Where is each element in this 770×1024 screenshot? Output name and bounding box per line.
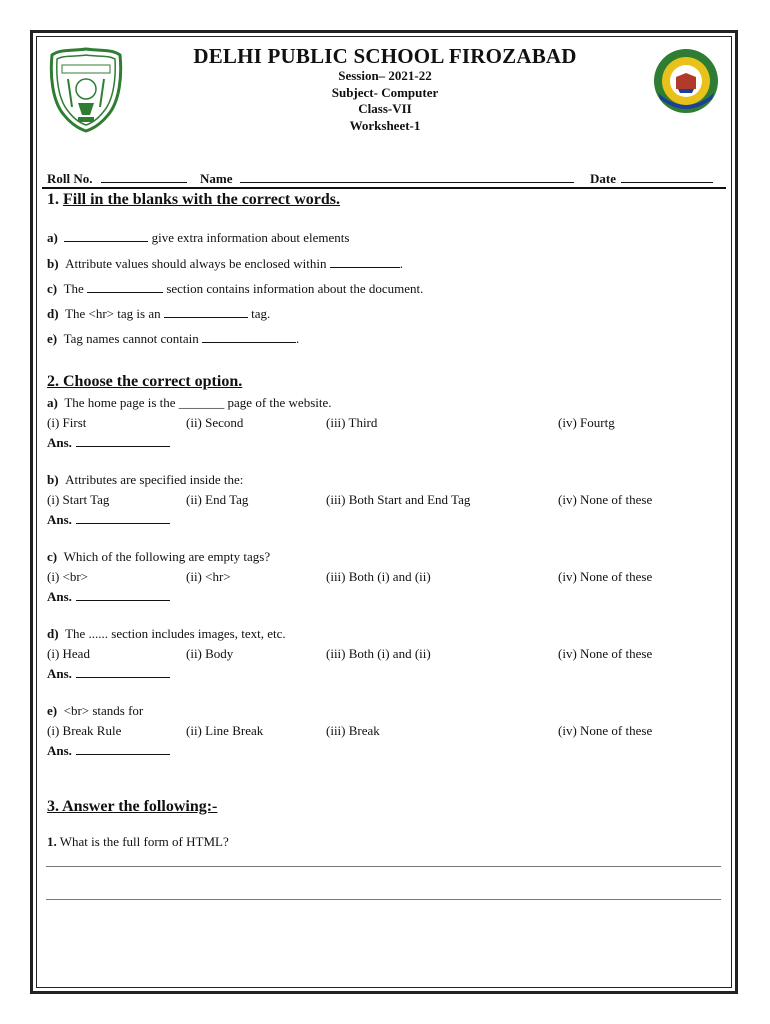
mcq-a-answer[interactable]: Ans. bbox=[47, 435, 170, 451]
mcq-e-option-4[interactable]: (iv) None of these bbox=[558, 723, 653, 738]
blank-e[interactable] bbox=[202, 332, 296, 343]
mcq-e-answer[interactable]: Ans. bbox=[47, 743, 170, 759]
mcq-e-option-1[interactable]: (i) Break Rule bbox=[47, 723, 122, 738]
blank-b[interactable] bbox=[330, 257, 400, 268]
blank-c[interactable] bbox=[87, 282, 163, 293]
mcq-c-option-1[interactable]: (i) <br> bbox=[47, 569, 89, 584]
mcq-d-option-4[interactable]: (iv) None of these bbox=[558, 646, 653, 661]
header-divider bbox=[42, 187, 726, 189]
mcq-c-answer[interactable]: Ans. bbox=[47, 589, 170, 605]
school-crest-logo bbox=[48, 45, 124, 133]
mcq-b-answer[interactable]: Ans. bbox=[47, 512, 170, 528]
subject-line: Subject- Computer bbox=[331, 85, 439, 100]
blank-d[interactable] bbox=[164, 307, 248, 318]
fill-blank-d: d) The <hr> tag is an tag. bbox=[47, 306, 271, 321]
answer-line-2[interactable] bbox=[46, 899, 721, 900]
answer-line-1[interactable] bbox=[46, 866, 721, 867]
mcq-a-question: a) The home page is the _______ page of the website. bbox=[47, 395, 332, 410]
date-label: Date bbox=[590, 171, 616, 186]
session-line: Session– 2021-22 bbox=[338, 68, 432, 83]
mcq-e-question: e) <br> stands for bbox=[47, 703, 144, 718]
worksheet-line: Worksheet-1 bbox=[349, 118, 421, 133]
mcq-e-option-3[interactable]: (iii) Break bbox=[326, 723, 380, 738]
mcq-a-option-4[interactable]: (iv) Fourtg bbox=[558, 415, 615, 430]
mcq-b-option-2[interactable]: (ii) End Tag bbox=[186, 492, 249, 507]
roll-no-field[interactable] bbox=[101, 182, 187, 183]
section1-heading: 1. Fill in the blanks with the correct words. bbox=[47, 191, 341, 208]
date-field[interactable] bbox=[621, 182, 713, 183]
name-label: Name bbox=[200, 171, 233, 186]
mcq-a-option-2[interactable]: (ii) Second bbox=[186, 415, 244, 430]
mcq-a-option-3[interactable]: (iii) Third bbox=[326, 415, 378, 430]
mcq-b-option-4[interactable]: (iv) None of these bbox=[558, 492, 653, 507]
name-field[interactable] bbox=[240, 182, 574, 183]
mcq-c-question: c) Which of the following are empty tags? bbox=[47, 549, 271, 564]
section3-heading: 3. Answer the following:- bbox=[47, 798, 218, 815]
mcq-c-option-3[interactable]: (iii) Both (i) and (ii) bbox=[326, 569, 431, 584]
mcq-c-option-4[interactable]: (iv) None of these bbox=[558, 569, 653, 584]
mcq-d-option-3[interactable]: (iii) Both (i) and (ii) bbox=[326, 646, 431, 661]
fill-blank-b: b) Attribute values should always be enclosed within . bbox=[47, 256, 403, 271]
mcq-a-option-1[interactable]: (i) First bbox=[47, 415, 87, 430]
fill-blank-a: a) give extra information about elements bbox=[47, 230, 350, 245]
roll-no-label: Roll No. bbox=[47, 171, 93, 186]
blank-a[interactable] bbox=[64, 231, 148, 242]
mcq-d-answer[interactable]: Ans. bbox=[47, 666, 170, 682]
mcq-c-option-2[interactable]: (ii) <hr> bbox=[186, 569, 231, 584]
mcq-b-question: b) Attributes are specified inside the: bbox=[47, 472, 244, 487]
school-name: DELHI PUBLIC SCHOOL FIROZABAD bbox=[193, 44, 577, 68]
school-seal-logo bbox=[652, 47, 720, 115]
mcq-e-option-2[interactable]: (ii) Line Break bbox=[186, 723, 264, 738]
class-line: Class-VII bbox=[358, 101, 412, 116]
mcq-d-option-2[interactable]: (ii) Body bbox=[186, 646, 234, 661]
mcq-d-option-1[interactable]: (i) Head bbox=[47, 646, 90, 661]
fill-blank-e: e) Tag names cannot contain . bbox=[47, 331, 300, 346]
mcq-b-option-3[interactable]: (iii) Both Start and End Tag bbox=[326, 492, 471, 507]
answer-q1: 1. What is the full form of HTML? bbox=[47, 834, 229, 849]
mcq-b-option-1[interactable]: (i) Start Tag bbox=[47, 492, 110, 507]
fill-blank-c: c) The section contains information about the document. bbox=[47, 281, 424, 296]
section2-heading: 2. Choose the correct option. bbox=[47, 373, 243, 390]
mcq-d-question: d) The ...... section includes images, text, etc. bbox=[47, 626, 286, 641]
